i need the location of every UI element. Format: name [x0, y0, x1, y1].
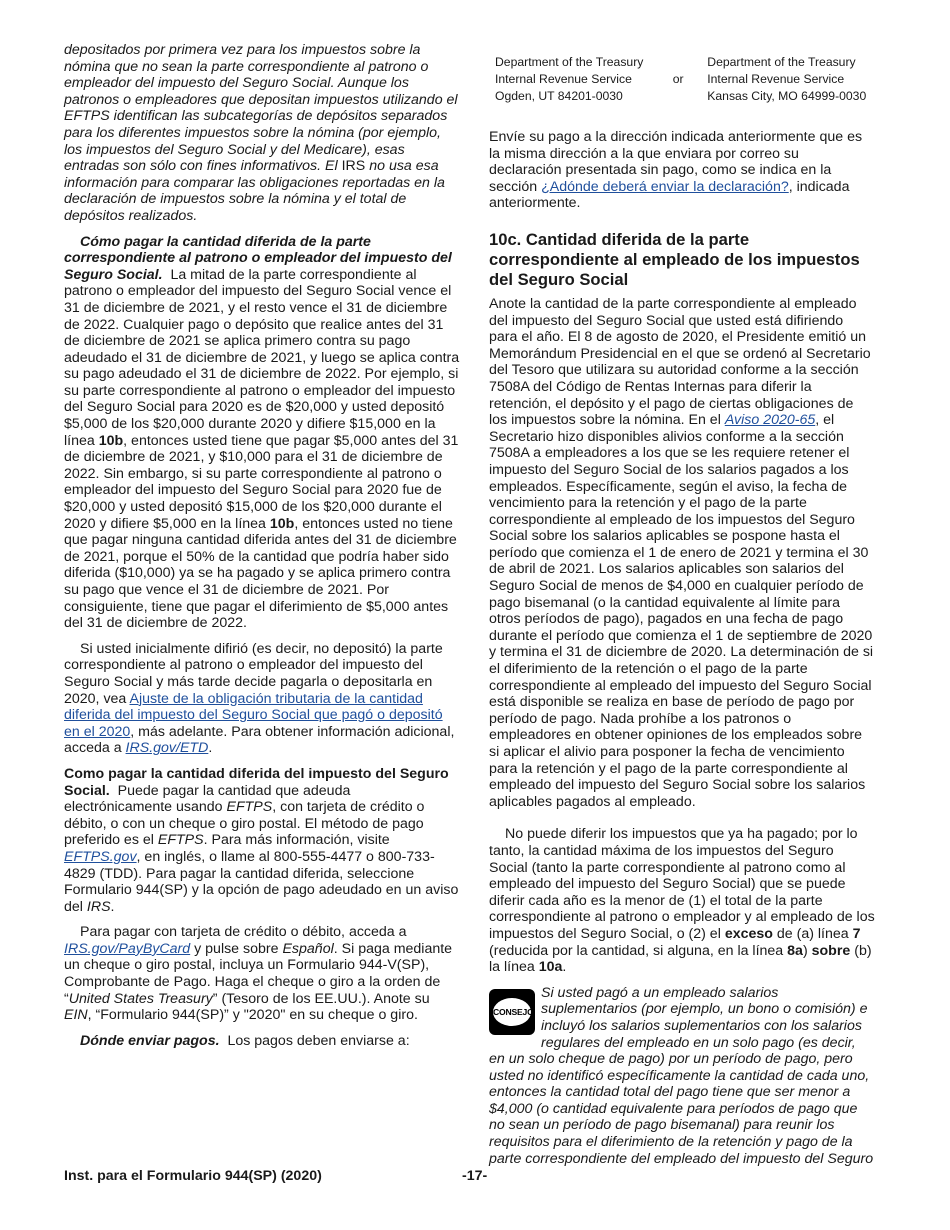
link-irs-paybycard[interactable]: IRS.gov/PayByCard: [64, 940, 191, 957]
left-column: [64, 42, 460, 1058]
address-ogden: Department of the Treasury Internal Revenue Service Ogden, UT 84201-0030: [495, 55, 644, 103]
paragraph-pay-employer-deferral: Cómo pagar la cantidad diferida de la parte correspondiente al patrono o empleador del impuesto del Seguro Social. La mitad de la parte correspondiente al patrono o empleador del impuesto del Seguro Social vence el 31 de diciembre de 2021, y el resto vence el 31 de diciembre de 2022. Cualquier pago o depósito que realice antes del 31 de diciembre de 2021 se aplica primero contra su pago adeudado el 31 de diciembre de 2021, y luego se aplica contra su pago adeudado el 31 de diciembre de 2022. Por ejemplo, si su parte correspondiente al patrono o empleador del impuesto del Seguro Social para 2020 es de $20,000 y usted depositó $5,000 de los $20,000 durante 2020 y difiere $15,000 en la línea 10b, entonces usted tiene que pagar $5,000 antes del 31 de diciembre de 2021, y $10,000 para el 31 de diciembre de 2022. Sin embargo, si su parte correspondiente al patrono o empleador del impuesto del Seguro Social para 2020 fue de $20,000 y usted depositó $15,000 de los $20,000 durante el 2020 y difiere $5,000 en la línea 10b, entonces usted no tiene que pagar ninguna cantidad diferida antes del 31 de diciembre de 2021, porque el 50% de la cantidad que podría haber sido diferida ($10,000) ya se ha pagado y se aplica primero contra su pago que vence el 31 de diciembre de 2021. Por consiguiente, tiene que pagar el diferimiento de $5,000 antes del 31 de diciembre de 2022.: [64, 233, 460, 632]
page-footer: [64, 1168, 875, 1185]
section-heading-10c: 10c. Cantidad diferida de la parte correspondiente al empleado de los impuestos del Seguro Social: [489, 229, 860, 289]
paragraph-pay-by-card: Para pagar con tarjeta de crédito o débito, acceda a IRS.gov/PayByCard y pulse sobre Español. Si paga mediante un cheque o giro postal, incluya un Formulario 944-V(SP), Comprobante de Pago. Haga el cheque o giro a la orden de “United States Treasury” (Tesoro de los EE.UU.). Anote su EIN, “Formulario 944(SP)” y "2020" en su cheque o giro.: [64, 924, 453, 1024]
address-or: or: [672, 72, 684, 86]
footer-form-title: Inst. para el Formulario 944(SP) (2020): [64, 1168, 322, 1184]
link-eftps-gov[interactable]: EFTPS.gov: [64, 848, 137, 865]
tip-text: Si usted pagó a un empleado salarios suplementarios (por ejemplo, un bono o comisión) e incluyó los salarios suplementarios con los salarios regulares del empleado en un solo pago (es decir, en un solo cheque de pago) por un período de pago, pero usted no identificó específicamente la cantidad de cada uno, entonces la cantidad total del pago tiene que ser menor a $4,000 (o cantidad equivalente para períodos de pago que no sean un período de pago bisemanal) para reunir los requisitos para el diferimiento de la retención y pago de la parte correspondiente del empleado del impuesto del Seguro: [489, 984, 874, 1167]
tip-box: [489, 985, 875, 1168]
link-notice-2020-65[interactable]: Aviso 2020-65: [724, 412, 816, 429]
consejo-icon: CONSEJO: [489, 989, 535, 1035]
right-column: [489, 48, 875, 1167]
address-kansas-city: Department of the Treasury Internal Revenue Service Kansas City, MO 64999-0030: [707, 55, 867, 103]
paragraph-pay-ss-deferral: Como pagar la cantidad diferida del impuesto del Seguro Social. Puede pagar la cantidad que adeuda electrónicamente usando EFTPS, con tarjeta de crédito o débito, o con un cheque o giro postal. El método de pago preferido es el EFTPS. Para más información, visite EFTPS.gov, en inglés, o llame al 800-555-4477 o 800-733-4829 (TDD). Para pagar la cantidad diferida, seleccione Formulario 944(SP) y la opción de pago adeudado en un aviso del IRS.: [64, 765, 459, 915]
subheading-pay-ss-deferral: Como pagar la cantidad diferida del impuesto del Seguro Social.: [64, 765, 449, 799]
mailing-addresses: [495, 54, 875, 105]
paragraph-initially-deferred: Si usted inicialmente difirió (es decir, no depositó) la parte correspondiente al patrono o empleador del impuesto del Seguro Social y más tarde decide pagarla o depositarla en 2020, vea Ajuste de la obligación tributaria de la cantidad diferida del impuesto del Seguro Social que pagó o depositó en el 2020, más adelante. Para obtener información adicional, acceda a IRS.gov/ETD.: [64, 640, 455, 757]
paragraph-send-payment: Envíe su pago a la dirección indicada anteriormente que es la misma dirección a la que enviara por correo su declaración presentada sin pago, como se indica en la sección ¿Adónde deberá enviar la declaración?, indicada anteriormente.: [489, 129, 863, 212]
subheading-pay-employer-deferral: Cómo pagar la cantidad diferida de la parte correspondiente al patrono o empleador del impuesto del Seguro Social.: [64, 233, 452, 283]
paragraph-employee-deferral: Anote la cantidad de la parte correspondiente al empleado del impuesto del Seguro Social que usted está difiriendo para el año. El 8 de agosto de 2020, el Presidente emitió un Memorándum Presidencial en el que se ordenó al Secretario del Tesoro que utilizara su autoridad conforme a la sección 7508A del Código de Rentas Internas para diferir la retención, el depósito y el pago de ciertas obligaciones de los impuestos sobre la nómina. En el Aviso 2020-65, el Secretario hizo disponibles alivios conforme a la sección 7508A a empleadores a los que se les requiere retener el impuesto del Seguro Social de los salarios pagados a los empleados. Específicamente, según el aviso, la fecha de vencimiento para la retención y el pago de la parte correspondiente al empleado de los impuestos del Seguro Social sobre los salarios aplicables se pospone hasta el período que comienza el 1 de enero de 2021 y termina el 30 de abril de 2021. Los salarios aplicables son salarios del Seguro Social de menos de $4,000 en cualquier período de pago bisemanal (o la cantidad equivalente al límite para otros períodos de pago), pagados en una fecha de pago durante el período que comienza el 1 de septiembre de 2020 y termina el 31 de diciembre de 2020. La determinación de si el diferimiento de la retención o el pago de la parte correspondiente al empleado del impuesto del Seguro Social está disponible se realiza en base de período de pago por período de pago. Nada prohíbe a los patronos o empleadores en obtener opiniones de los empleados sobre si aplicar el alivio para posponer la fecha de vencimiento para la retención y el pago de la parte correspondiente al empleado del impuesto del Seguro Social sobre los salarios aplicables pagados al empleado.: [489, 295, 874, 810]
irs-text: IRS: [341, 158, 366, 175]
paragraph-max-deferral: No puede diferir los impuestos que ya ha pagado; por lo tanto, la cantidad máxima de los impuestos del Seguro Social (tanto la parte correspondiente al patrono como al empleado del impuesto del Seguro Social) que se puede diferir cada año es la menor de (1) el total de la parte correspondiente al patrono o empleador y al empleado de los impuestos del Seguro Social, o (2) el exceso de (a) línea 7 (reducida por la cantidad, si alguna, en la línea 8a) sobre (b) la línea 10a.: [489, 826, 875, 976]
link-adjustment-section[interactable]: Ajuste de la obligación tributaria de la cantidad diferida del impuesto del Seguro Social que pagó o depositó en el 2020: [64, 690, 443, 740]
link-irs-etd[interactable]: IRS.gov/ETD: [125, 740, 209, 757]
subheading-where-to-send: Dónde enviar pagos.: [80, 1032, 220, 1049]
paragraph-eftps-info: depositados por primera vez para los impuestos sobre la nómina que no sean la parte correspondiente al patrono o empleador del impuesto del Seguro Social. Aunque los patronos o empleadores que depositan impuestos utilizando el EFTPS identifican las subcategorías de depósitos separados para los diferentes impuestos sobre la nómina (por ejemplo, los impuestos del Seguro Social y del Medicare), esas entradas son sólo con fines informativos. El IRS no usa esa información para comparar las obligaciones reportadas en la declaración de impuestos sobre la nómina y el total de depósitos realizados.: [64, 42, 458, 224]
page-number: -17-: [462, 1168, 488, 1184]
link-where-to-file[interactable]: ¿Adónde deberá enviar la declaración?: [541, 178, 789, 195]
paragraph-where-to-send: Dónde enviar pagos. Los pagos deben enviarse a:: [80, 1032, 410, 1049]
